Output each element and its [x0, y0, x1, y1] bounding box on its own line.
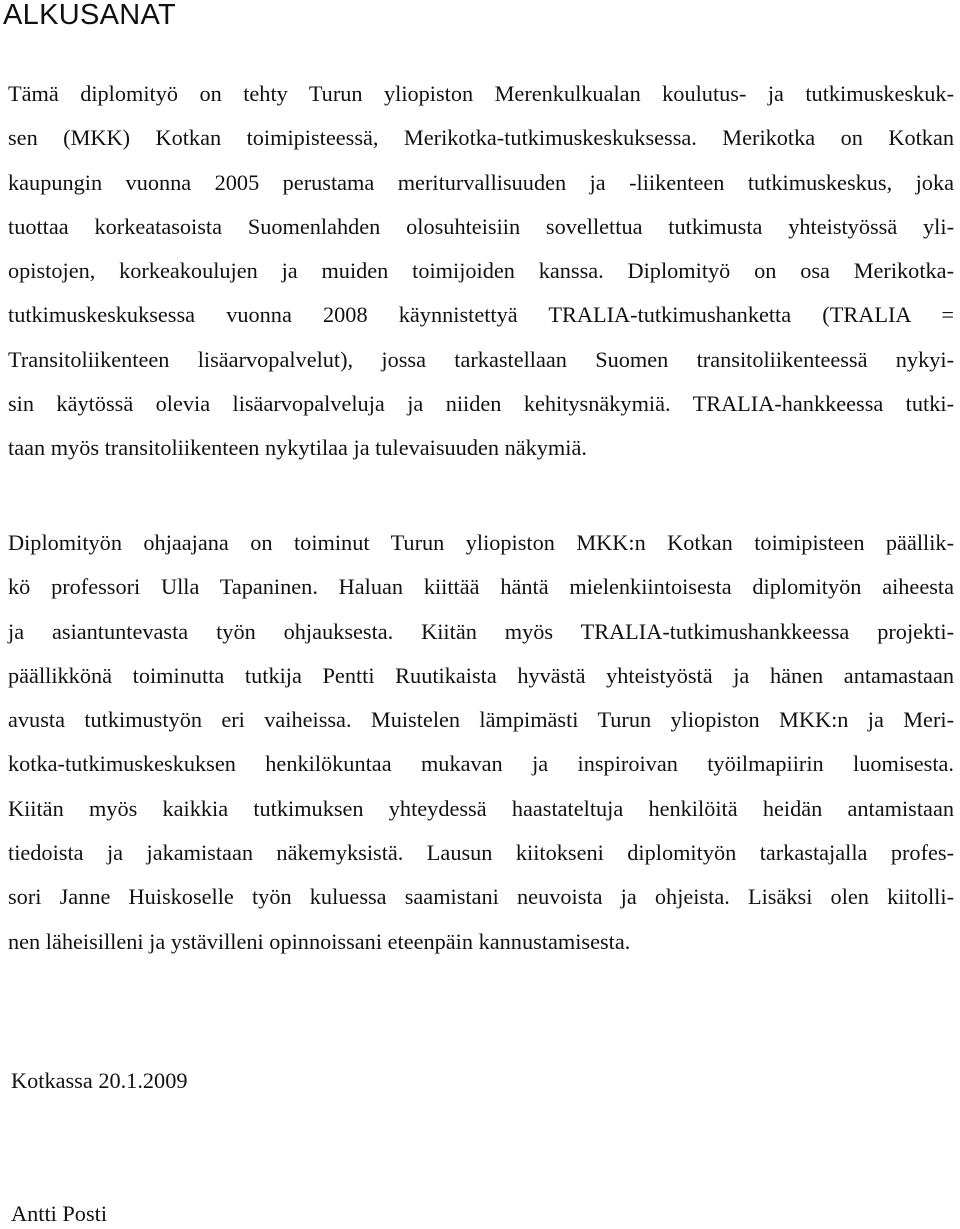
paragraph-line: sen (MKK) Kotkan toimipisteessä, Merikotka-tutkimuskeskuksessa. Merikotka on Kotkan [8, 125, 954, 151]
paragraph-line: nen läheisilleni ja ystävilleni opinnoissani eteenpäin kannustamisesta. [8, 928, 631, 954]
paragraph-line: tutkimuskeskuksessa vuonna 2008 käynnistettyä TRALIA-tutkimushanketta (TRALIA = [8, 302, 954, 328]
paragraph-line: taan myös transitoliikenteen nykytilaa ja tulevaisuuden näkymiä. [8, 435, 587, 461]
paragraph-line: kaupungin vuonna 2005 perustama meriturvallisuuden ja -liikenteen tutkimuskeskus, joka [8, 169, 954, 195]
page-title: ALKUSANAT [3, 0, 176, 31]
paragraph-line: sin käytössä olevia lisäarvopalveluja ja niiden kehitysnäkymiä. TRALIA-hankkeessa tutki- [8, 391, 954, 417]
paragraph-line: ja asiantuntevasta työn ohjauksesta. Kiitän myös TRALIA-tutkimushankkeessa projekti- [8, 618, 954, 644]
paragraph-line: kö professori Ulla Tapaninen. Haluan kiittää häntä mielenkiintoisesta diplomityön aiheesta [8, 574, 954, 600]
paragraph-line: opistojen, korkeakoulujen ja muiden toimijoiden kanssa. Diplomityö on osa Merikotka- [8, 258, 954, 284]
place-and-date: Kotkassa 20.1.2009 [11, 1068, 188, 1093]
author-name: Antti Posti [11, 1201, 108, 1226]
paragraph-line: kotka-tutkimuskeskuksen henkilökuntaa mukavan ja inspiroivan työilmapiirin luomisesta. [8, 751, 954, 777]
paragraph-line: päällikkönä toiminutta tutkija Pentti Ruutikaista hyvästä yhteistyöstä ja hänen antamastaan [8, 662, 954, 688]
paragraph-line: tiedoista ja jakamistaan näkemyksistä. Lausun kiitokseni diplomityön tarkastajalla profes- [8, 840, 954, 866]
paragraph-2 [8, 521, 954, 964]
paragraph-line: Kiitän myös kaikkia tutkimuksen yhteydessä haastateltuja henkilöitä heidän antamistaan [8, 795, 954, 821]
paragraph-line: tuottaa korkeatasoista Suomenlahden olosuhteisiin sovellettua tutkimusta yhteistyössä yli- [8, 213, 954, 239]
paragraph-line: Diplomityön ohjaajana on toiminut Turun yliopiston MKK:n Kotkan toimipisteen päällik- [8, 530, 954, 555]
paragraph-line: avusta tutkimustyön eri vaiheissa. Muistelen lämpimästi Turun yliopiston MKK:n ja Meri- [8, 707, 954, 733]
paragraph-1 [8, 72, 954, 471]
paragraph-line: Transitoliikenteen lisäarvopalvelut), jossa tarkastellaan Suomen transitoliikenteessä nykyi- [8, 346, 954, 372]
paragraph-line: Tämä diplomityö on tehty Turun yliopiston Merenkulkualan koulutus- ja tutkimuskeskuk- [8, 81, 954, 106]
paragraph-line: sori Janne Huiskoselle työn kuluessa saamistani neuvoista ja ohjeista. Lisäksi olen kiitolli- [8, 884, 954, 910]
